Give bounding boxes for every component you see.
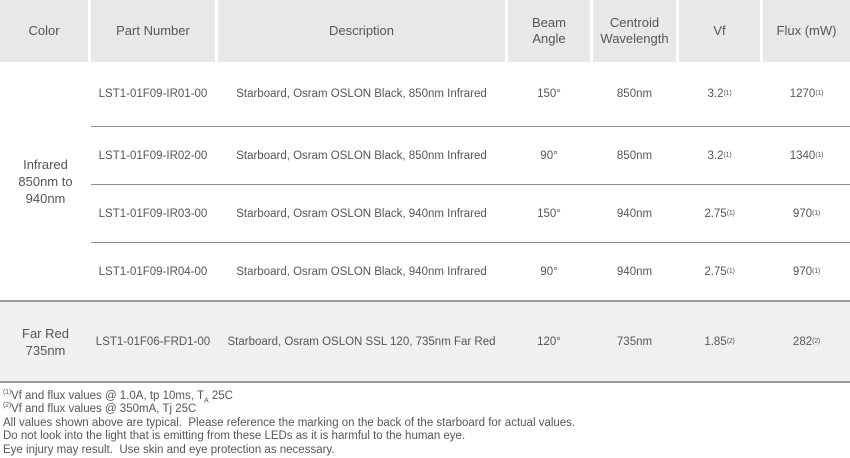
table-row — [91, 126, 850, 184]
header-cell-description: Description — [218, 0, 505, 62]
color-group-label-infrared — [0, 62, 91, 300]
color-group-label-far-red — [0, 302, 91, 381]
footnote-3: All values shown above are typical. Please reference the marking on the back of the starboard for actual values. — [3, 416, 576, 429]
beam-angle-cell: 90° — [540, 265, 558, 278]
table-row — [91, 302, 850, 381]
flux-cell: 970 (1) — [792, 265, 821, 278]
flux-cell: 282 (2) — [792, 335, 821, 348]
vf-cell: 3.2 (1) — [707, 88, 732, 100]
vf-cell: 1.85 (2) — [704, 335, 735, 348]
vf-cell: 3.2 (1) — [707, 149, 732, 162]
footnote-5: Eye injury may result. Use skin and eye protection as necessary. — [3, 443, 335, 456]
header-row — [0, 0, 850, 62]
color-label-line: Infrared — [23, 156, 68, 172]
description-cell: Starboard, Osram OSLON Black, 850nm Infrared — [236, 88, 487, 100]
flux-cell: 1270 (1) — [789, 88, 824, 100]
table-row — [91, 184, 850, 242]
infrared-group — [0, 62, 850, 300]
footnote-1: $^{(1)}$Vf and flux values @ 1.0A, tp 10ms, $T_A$ 25C — [3, 389, 233, 405]
footnote-2: $^{(2)}$Vf and flux values @ 350mA, Tj 25C — [3, 402, 197, 416]
description-cell: Starboard, Osram OSLON SSL 120, 735nm Far Red — [227, 335, 496, 348]
color-label-line: 850nm to — [18, 173, 73, 189]
wavelength-cell: 940nm — [616, 207, 653, 220]
far-red-group — [0, 300, 850, 383]
footnotes — [0, 383, 850, 457]
description-cell: Starboard, Osram OSLON Black, 850nm Infrared — [236, 149, 487, 162]
description-cell: Starboard, Osram OSLON Black, 940nm Infrared — [236, 265, 487, 278]
color-label-line: 940nm — [25, 190, 66, 206]
flux-cell: 1340 (1) — [789, 149, 824, 162]
header-cell-beam-angle: Beam Angle — [508, 0, 590, 62]
part-number-cell: LST1-01F09-IR04-00 — [98, 265, 208, 278]
header-cell-centroid-wavelength: Centroid Wavelength — [593, 0, 676, 62]
header-cell-vf: Vf — [679, 0, 760, 62]
color-label-line: 735nm — [25, 342, 66, 358]
beam-angle-cell: 90° — [540, 149, 558, 162]
flux-cell: 970 (1) — [792, 207, 821, 220]
part-number-cell: LST1-01F09-IR01-00 — [98, 88, 208, 100]
beam-angle-cell: 150° — [537, 207, 561, 220]
part-number-cell: LST1-01F09-IR02-00 — [98, 149, 208, 162]
description-cell: Starboard, Osram OSLON Black, 940nm Infrared — [236, 207, 487, 220]
part-number-cell: LST1-01F09-IR03-00 — [98, 207, 208, 220]
wavelength-cell: 940nm — [616, 265, 653, 278]
vf-cell: 2.75 (1) — [704, 265, 735, 278]
color-label-line: Far Red — [22, 325, 69, 341]
wavelength-cell: 850nm — [616, 88, 653, 100]
header-cell-color: Color — [0, 0, 88, 62]
table-row — [91, 62, 850, 126]
part-number-cell: LST1-01F06-FRD1-00 — [95, 335, 211, 348]
footnote-4: Do not look into the light that is emitting from these LEDs as it is harmful to the human eye. — [3, 430, 466, 443]
wavelength-cell: 735nm — [616, 335, 653, 348]
beam-angle-cell: 120° — [537, 335, 561, 348]
vf-cell: 2.75 (1) — [704, 207, 735, 220]
table-row — [91, 242, 850, 300]
beam-angle-cell: 150° — [537, 88, 561, 100]
wavelength-cell: 850nm — [616, 149, 653, 162]
header-cell-part-number: Part Number — [91, 0, 215, 62]
header-cell-flux: Flux (mW) — [763, 0, 850, 62]
